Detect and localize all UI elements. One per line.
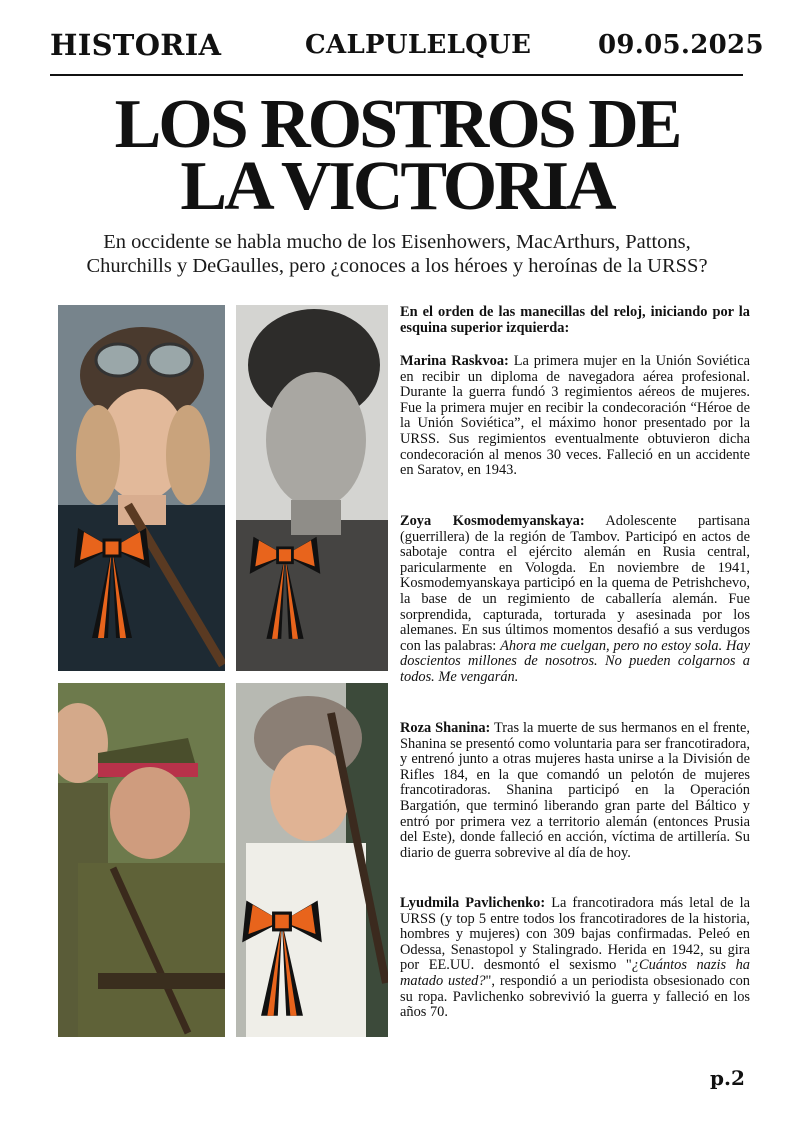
profile-quote: Ahora me cuelgan, pero no estoy sola. Hay doscientos millones de nosotros. No pueden colgarnos a todos. Me vengarán. [400, 637, 750, 685]
section-label: HISTORIA [50, 28, 222, 62]
profile-name: Lyudmila Pavlichenko: [400, 895, 546, 911]
ribbon-icon [70, 520, 154, 640]
header-rule [50, 74, 743, 76]
profile-text: ", respondió a un periodista obsesionado con su ropa. Pavlichenko sobrevivió la guerra y falleció en los años 70. [400, 972, 750, 1021]
profile-text: La francotiradora más letal de la URSS (y top 5 entre todos los francotiradores de la historia, hombres y mujeres) con 309 bajas confirmadas. Peleó en Odessa, Senastopol y Stalingrado. Herida en 1942, su gira por EE.UU. desmontó el sexismo " [400, 895, 750, 974]
ribbon-icon [246, 525, 324, 645]
profile-text: Adolescente partisana (guerrillera) de la región de Tambov. Participó en actos de sabotaje contra el ejército alemán en Rusia central, paricularmente en Vologda. En noviembre de 1941, Kosmodemyanskaya participó en la quema de Petrishchevo, la base de un regimiento de caballería alemán. Fue sorprendida, capturada, torturada y asesinada por los alemanes. En sus últimos momentos desafió a sus verdugos con las palabras: [400, 513, 750, 654]
publication-name: CALPULELQUE [305, 30, 532, 60]
profile-zoya-kosmodemyanskaya [400, 514, 750, 686]
profile-quote: ¿Cuántos nazis ha matado usted? [400, 957, 750, 989]
profile-text: La primera mujer en la Unión Soviética en recibir un diploma de navegadora aérea profesional. Durante la guerra fundó 3 regimientos aéreos de mujeres. Fue la primera mujer en recibir la condecoración “Héroe de la Unión Soviética”, el máximo honor presentado por la URSS. Sus regimientos eventualmente obtuvieron dicha condecoración al menos 30 veces. Falleció en un accidente en Saratov, en 1943. [400, 353, 751, 479]
profile-marina-raskova [400, 354, 750, 479]
ribbon-icon [238, 880, 326, 1030]
issue-date: 09.05.2025 [598, 30, 764, 60]
profile-text: Tras la muerte de sus hermanos en el frente, Shanina se presentó como voluntaria para ser francotiradora, y entrenó junto a otras mujeres hasta unirse a la División de Rifles 184, en la que comandó un pelotón de mujeres francotiradoras. Shanina participó en la Operación Bargatión, que terminó liberando gran parte del Báltico y entró por primera vez a territorio alemán (entonces Prusia del Este), donde falleció en acción, víctima de artillería. Su diario de guerra sobrevive al día de hoy. [400, 720, 750, 861]
headline-line-2: LA VICTORIA [180, 148, 614, 225]
headline-line-1: LOS ROSTROS DE [114, 86, 680, 163]
subtitle-line-1: En occidente se habla mucho de los Eisenhowers, MacArthurs, Pattons, [103, 231, 691, 253]
profile-name: Zoya Kosmodemyanskaya: [400, 513, 585, 529]
profile-roza-shanina [400, 721, 750, 861]
profile-name: Roza Shanina: [400, 720, 491, 736]
photo-lyudmila-pavlichenko [58, 683, 225, 1037]
subtitle-line-2: Churchills y DeGaulles, pero ¿conoces a los héroes y heroínas de la URSS? [86, 255, 708, 277]
page-number: p.2 [710, 1066, 745, 1090]
profile-lyudmila-pavlichenko [400, 896, 750, 1021]
profile-name: Marina Raskvoa: [400, 353, 509, 369]
intro-text: En el orden de las manecillas del reloj, iniciando por la esquina superior izquierda: [400, 304, 750, 336]
